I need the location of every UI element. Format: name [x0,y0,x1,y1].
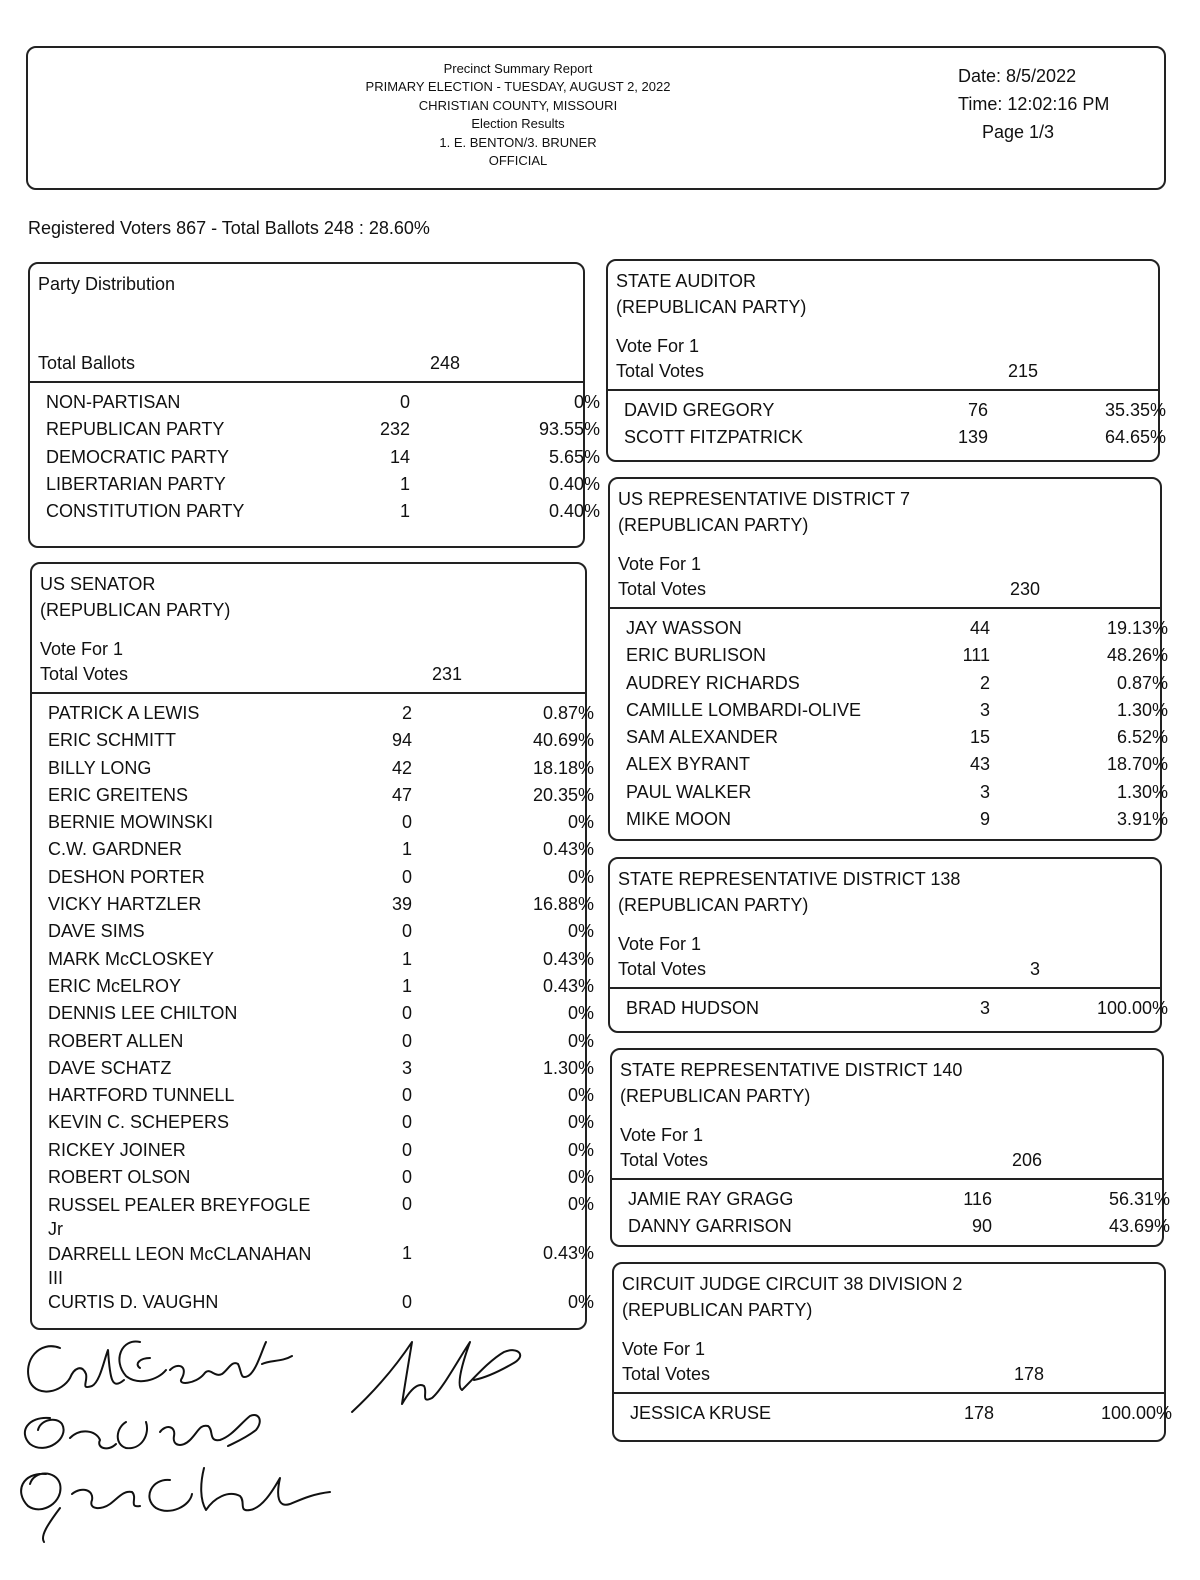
result-row [32,1240,594,1289]
county-name: CHRISTIAN COUNTY, MISSOURI [418,97,618,113]
vote-percent: 19.13% [1106,618,1168,638]
vote-percent: 18.70% [1106,754,1168,775]
vote-percent: 0% [567,1139,594,1160]
total-votes-row [32,662,585,688]
vote-count: 0 [401,1139,412,1160]
contest-title [614,1264,1164,1323]
vote-count: 3 [979,781,990,802]
section-title: Party Distribution [38,274,176,294]
election-name: PRIMARY ELECTION - TUESDAY, AUGUST 2, 2022 [365,79,671,95]
candidate-name: DEMOCRATIC PARTY [46,446,230,467]
candidate-name: DAVE SIMS [48,921,145,942]
result-row [32,891,594,918]
contest-name: STATE REPRESENTATIVE DISTRICT 138 [618,869,961,889]
result-row [32,700,594,727]
result-row [32,1028,594,1055]
contest-party: (REPUBLICAN PARTY) [40,600,231,620]
candidate-name: ALEX BYRANT [626,754,751,775]
signature-4 [21,1468,330,1542]
vote-percent: 0% [567,1112,594,1133]
vote-count: 116 [963,1189,992,1209]
candidate-name: KEVIN C. SCHEPERS [48,1112,230,1133]
total-value: 248 [429,353,460,373]
total-label: Total Ballots [38,353,136,373]
contest-title [32,564,585,623]
total-votes-row [608,359,1158,385]
candidate-name: C.W. GARDNER [48,839,183,860]
vote-percent: 48.26% [1106,645,1168,666]
vote-percent: 1.30% [542,1057,594,1078]
vote-percent: 0% [567,921,594,942]
total-label: Total Votes [622,1364,711,1384]
page-number: Page 1/3 [982,122,1055,142]
vote-percent: 0.43% [542,839,594,860]
result-row [32,1289,594,1316]
vote-percent: 40.69% [532,730,594,751]
result-row [32,1164,594,1191]
vote-percent: 3.91% [1116,809,1168,830]
candidate-name: RICKEY JOINER [48,1139,186,1160]
circuit-judge-box [612,1262,1172,1442]
vote-count: 15 [969,727,990,748]
vote-percent: 1.30% [1116,699,1168,720]
signature-3 [25,1415,260,1448]
official-label: OFFICIAL [488,153,548,169]
total-value: 215 [1007,361,1038,381]
candidate-name: PAUL WALKER [626,781,752,802]
vote-count: 0 [399,392,410,412]
result-row [32,1082,594,1109]
result-row [32,1000,594,1027]
vote-count: 139 [957,427,988,448]
party-distribution-box [28,262,600,548]
vote-percent: 16.88% [532,894,594,915]
vote-percent: 0% [567,1030,594,1051]
vote-count: 3 [401,1057,412,1078]
contest-name: CIRCUIT JUDGE CIRCUIT 38 DIVISION 2 [622,1274,963,1294]
candidate-name: ERIC SCHMITT [48,730,176,751]
vote-count: 0 [401,1085,412,1106]
vote-count: 2 [401,703,412,723]
vote-percent: 35.35% [1104,400,1166,420]
candidate-name: JAY WASSON [626,618,742,638]
total-value: 230 [1009,579,1040,599]
vote-count: 44 [969,618,990,638]
total-votes-row [610,957,1160,983]
candidate-name: MIKE MOON [626,809,732,830]
vote-for-label: Vote For 1 [618,554,702,574]
vote-count: 0 [401,921,412,942]
vote-percent: 100.00% [1096,998,1168,1018]
result-row [32,1109,594,1136]
result-row [32,946,594,973]
total-label: Total Votes [618,579,707,599]
vote-count: 90 [971,1216,992,1237]
result-row [32,1191,594,1240]
total-label: Total Votes [620,1150,709,1170]
result-row [32,864,594,891]
vote-percent: 20.35% [532,784,594,805]
vote-percent: 0% [567,1167,594,1188]
state-rep-district-138-box [608,857,1168,1033]
contest-title [610,479,1160,538]
vote-percent: 93.55% [538,419,600,440]
result-row [32,836,594,863]
candidate-name: ERIC BURLISON [626,645,767,666]
candidate-name: HARTFORD TUNNELL [48,1085,235,1106]
total-value: 231 [431,664,462,684]
candidate-name: JAMIE RAY GRAGG [628,1189,794,1209]
contest-party: (REPUBLICAN PARTY) [622,1300,813,1320]
total-votes-row [610,577,1160,603]
registered-voters-summary: Registered Voters 867 - Total Ballots 248 : 28.60% [28,218,430,238]
result-row [32,809,594,836]
total-label: Total Votes [40,664,129,684]
candidate-name: RUSSEL PEALER BREYFOGLE Jr [48,1195,311,1240]
vote-percent: 0.43% [542,1243,594,1264]
result-row [610,806,1168,833]
candidate-name: VICKY HARTZLER [48,894,202,915]
vote-count: 39 [391,894,412,915]
vote-percent: 5.65% [548,446,600,467]
result-row [32,918,594,945]
result-row [610,615,1168,642]
vote-count: 0 [401,1292,412,1313]
result-row [32,782,594,809]
us-rep-district-7-box [608,477,1168,841]
vote-count: 111 [962,645,990,666]
vote-count: 0 [401,1167,412,1188]
report-time: Time: 12:02:16 PM [958,94,1110,114]
candidate-name: BERNIE MOWINSKI [48,812,214,833]
vote-count: 42 [391,757,412,778]
candidate-name: LIBERTARIAN PARTY [46,473,226,494]
contest-party: (REPUBLICAN PARTY) [618,895,809,915]
result-row [608,424,1166,451]
vote-percent: 0.40% [548,473,600,494]
total-value: 206 [1011,1150,1042,1170]
state-rep-district-140-box [610,1048,1170,1247]
result-row [610,697,1168,724]
vote-count: 0 [401,866,412,887]
candidate-name: SAM ALEXANDER [626,727,779,748]
vote-count: 9 [979,809,990,830]
candidate-name: AUDREY RICHARDS [626,672,800,693]
result-row [30,444,600,471]
vote-count: 2 [979,672,990,693]
vote-count: 76 [967,400,988,420]
candidate-name: DAVID GREGORY [624,400,775,420]
vote-percent: 100.00% [1100,1403,1172,1423]
report-header [26,46,1166,190]
candidate-rows [612,1180,1170,1241]
total-value: 3 [1029,959,1040,979]
vote-count: 43 [969,754,990,775]
candidate-name: SCOTT FITZPATRICK [624,427,803,448]
candidate-name: DENNIS LEE CHILTON [48,1003,238,1024]
vote-count: 0 [401,1030,412,1051]
result-row [610,751,1168,778]
vote-count: 94 [391,730,412,751]
contest-name: STATE AUDITOR [616,271,757,291]
signatures [0,1320,560,1550]
result-row [30,498,600,525]
result-row [614,1400,1172,1427]
total-label: Total Votes [618,959,707,979]
candidate-name: BILLY LONG [48,757,152,778]
signature-1 [28,1342,292,1392]
report-date: Date: 8/5/2022 [958,66,1077,86]
result-row [30,471,600,498]
candidate-rows [614,1394,1172,1427]
total-value: 178 [1013,1364,1044,1384]
vote-percent: 43.69% [1108,1216,1170,1237]
vote-percent: 0% [567,866,594,887]
candidate-name: PATRICK A LEWIS [48,703,200,723]
vote-percent: 0% [567,1292,594,1313]
candidate-rows [32,694,594,1317]
vote-for-label: Vote For 1 [616,336,700,356]
party-rows [30,383,600,525]
total-votes-row [612,1148,1162,1174]
vote-count: 1 [401,975,412,996]
vote-percent: 64.65% [1104,427,1166,448]
signature-2 [352,1342,520,1412]
candidate-name: NON-PARTISAN [46,392,181,412]
vote-count: 1 [401,1243,412,1264]
contest-title [608,261,1158,320]
vote-count: 1 [401,839,412,860]
contest-title [612,1050,1162,1109]
contest-name: US REPRESENTATIVE DISTRICT 7 [618,489,911,509]
total-votes-row [614,1362,1164,1388]
vote-count: 1 [401,948,412,969]
contest-title [610,859,1160,918]
vote-percent: 0.87% [1116,672,1168,693]
candidate-name: MARK McCLOSKEY [48,948,215,969]
contest-name: STATE REPRESENTATIVE DISTRICT 140 [620,1060,963,1080]
vote-count: 0 [401,1112,412,1133]
result-row [610,642,1168,669]
vote-percent: 1.30% [1116,781,1168,802]
vote-count: 0 [401,1003,412,1024]
vote-percent: 6.52% [1116,727,1168,748]
result-row [612,1213,1170,1240]
vote-percent: 0.40% [548,501,600,522]
vote-percent: 0% [567,812,594,833]
vote-for-label: Vote For 1 [618,934,702,954]
vote-percent: 0.87% [542,703,594,723]
result-row [32,1137,594,1164]
report-meta [938,62,1148,146]
us-senator-box [30,562,594,1330]
vote-percent: 0.43% [542,948,594,969]
candidate-name: CONSTITUTION PARTY [46,501,245,522]
contest-party: (REPUBLICAN PARTY) [616,297,807,317]
result-row [30,389,600,416]
candidate-name: ROBERT ALLEN [48,1030,184,1051]
vote-count: 3 [979,699,990,720]
candidate-name: DANNY GARRISON [628,1216,792,1237]
candidate-rows [608,391,1166,452]
vote-percent: 0.43% [542,975,594,996]
candidate-rows [610,989,1168,1022]
total-ballots-row [30,351,583,377]
candidate-name: DAVE SCHATZ [48,1057,172,1078]
vote-percent: 0% [573,392,600,412]
precinct-name: 1. E. BENTON/3. BRUNER [439,134,597,150]
candidate-name: ERIC GREITENS [48,784,189,805]
result-row [612,1186,1170,1213]
candidate-name: ROBERT OLSON [48,1167,191,1188]
vote-count: 14 [389,446,410,467]
candidate-name: DARRELL LEON McCLANAHAN III [48,1244,312,1289]
state-auditor-box [606,259,1166,462]
report-title-block [328,60,708,170]
candidate-name: CURTIS D. VAUGHN [48,1292,219,1313]
vote-percent: 0% [567,1194,594,1215]
result-row [32,755,594,782]
candidate-name: JESSICA KRUSE [630,1403,772,1423]
vote-count: 232 [379,419,410,440]
result-row [610,724,1168,751]
vote-for-label: Vote For 1 [620,1125,704,1145]
contest-party: (REPUBLICAN PARTY) [620,1086,811,1106]
vote-percent: 0% [567,1085,594,1106]
result-row [30,416,600,443]
result-row [610,670,1168,697]
vote-percent: 56.31% [1108,1189,1170,1209]
vote-for-label: Vote For 1 [622,1339,706,1359]
candidate-name: REPUBLICAN PARTY [46,419,225,440]
result-row [610,779,1168,806]
vote-percent: 0% [567,1003,594,1024]
result-row [610,995,1168,1022]
results-label: Election Results [471,116,565,132]
report-title: Precinct Summary Report [443,61,593,76]
vote-count: 47 [391,784,412,805]
vote-count: 3 [979,998,990,1018]
vote-count: 1 [399,501,410,522]
vote-count: 0 [401,812,412,833]
vote-count: 0 [401,1194,412,1215]
vote-count: 1 [399,473,410,494]
result-row [608,397,1166,424]
candidate-name: BRAD HUDSON [626,998,760,1018]
vote-for-label: Vote For 1 [40,639,124,659]
result-row [32,973,594,1000]
candidate-rows [610,609,1168,833]
contest-party: (REPUBLICAN PARTY) [618,515,809,535]
contest-name: US SENATOR [40,574,156,594]
result-row [32,1055,594,1082]
total-label: Total Votes [616,361,705,381]
candidate-name: ERIC McELROY [48,975,182,996]
vote-count: 178 [963,1403,994,1423]
candidate-name: CAMILLE LOMBARDI-OLIVE [626,699,862,720]
vote-percent: 18.18% [532,757,594,778]
result-row [32,727,594,754]
candidate-name: DESHON PORTER [48,866,205,887]
